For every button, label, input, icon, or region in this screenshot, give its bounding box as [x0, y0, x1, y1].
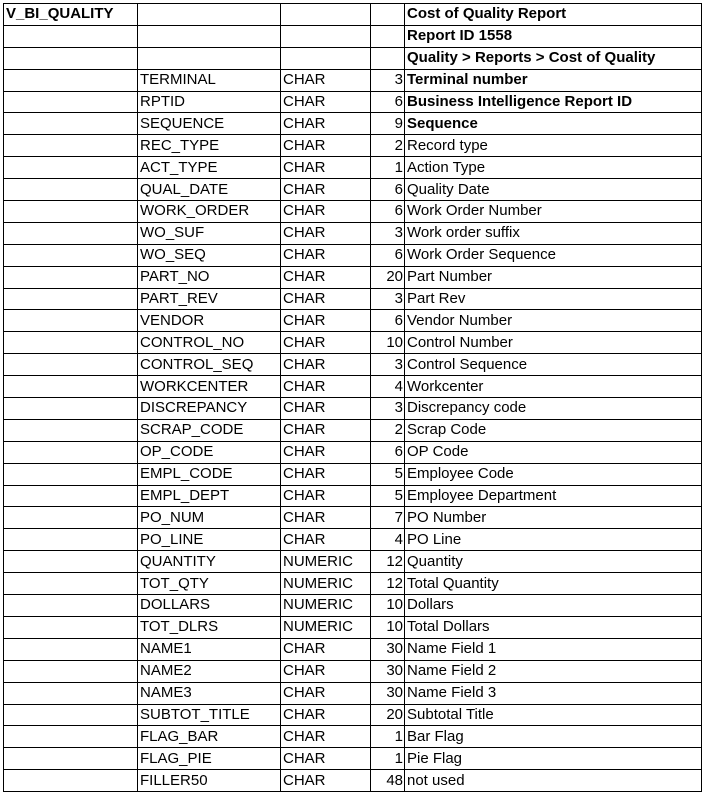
empty-cell[interactable] — [138, 4, 281, 26]
table-body — [4, 4, 702, 792]
field-length-cell[interactable]: 6 — [371, 91, 405, 113]
table-row — [4, 704, 702, 726]
field-description-cell[interactable]: not used — [405, 770, 702, 792]
field-type-cell[interactable]: CHAR — [281, 157, 371, 179]
empty-cell[interactable] — [138, 47, 281, 69]
table-row — [4, 419, 702, 441]
field-description-cell[interactable]: PO Line — [405, 529, 702, 551]
field-name-cell[interactable]: SUBTOT_TITLE — [138, 704, 281, 726]
field-name-cell[interactable]: FLAG_BAR — [138, 726, 281, 748]
field-length-cell[interactable]: 3 — [371, 398, 405, 420]
table-row — [4, 573, 702, 595]
spreadsheet-table — [3, 3, 702, 792]
field-length-cell[interactable]: 1 — [371, 726, 405, 748]
empty-cell[interactable] — [4, 682, 138, 704]
field-name-cell[interactable]: NAME1 — [138, 638, 281, 660]
field-name-cell[interactable]: DOLLARS — [138, 595, 281, 617]
empty-cell[interactable] — [4, 748, 138, 770]
table-row — [4, 616, 702, 638]
field-description-cell[interactable]: Workcenter — [405, 376, 702, 398]
field-type-cell[interactable]: CHAR — [281, 179, 371, 201]
field-description-cell[interactable]: Bar Flag — [405, 726, 702, 748]
table-row — [4, 310, 702, 332]
empty-cell[interactable] — [4, 222, 138, 244]
table-row — [4, 135, 702, 157]
table-name-cell[interactable]: V_BI_QUALITY — [4, 4, 138, 26]
field-description-cell[interactable]: Work order suffix — [405, 222, 702, 244]
field-length-cell[interactable]: 10 — [371, 595, 405, 617]
field-description-cell[interactable]: Quality Date — [405, 179, 702, 201]
empty-cell[interactable] — [4, 201, 138, 223]
field-type-cell[interactable]: CHAR — [281, 463, 371, 485]
field-name-cell[interactable]: TOT_DLRS — [138, 616, 281, 638]
table-row — [4, 441, 702, 463]
field-name-cell[interactable]: QUANTITY — [138, 551, 281, 573]
table-row — [4, 354, 702, 376]
field-type-cell[interactable]: CHAR — [281, 726, 371, 748]
table-row — [4, 288, 702, 310]
field-type-cell[interactable]: CHAR — [281, 770, 371, 792]
empty-cell[interactable] — [281, 47, 371, 69]
field-name-cell[interactable]: EMPL_CODE — [138, 463, 281, 485]
field-description-cell[interactable]: Work Order Number — [405, 201, 702, 223]
field-length-cell[interactable]: 3 — [371, 354, 405, 376]
table-row — [4, 485, 702, 507]
field-description-cell[interactable]: Total Dollars — [405, 616, 702, 638]
table-row — [4, 463, 702, 485]
field-name-cell[interactable]: FILLER50 — [138, 770, 281, 792]
field-name-cell[interactable]: RPTID — [138, 91, 281, 113]
field-length-cell[interactable]: 5 — [371, 485, 405, 507]
field-type-cell[interactable]: CHAR — [281, 441, 371, 463]
table-row — [4, 507, 702, 529]
empty-cell[interactable] — [4, 179, 138, 201]
empty-cell[interactable] — [4, 69, 138, 91]
field-length-cell[interactable]: 9 — [371, 113, 405, 135]
field-description-cell[interactable]: Pie Flag — [405, 748, 702, 770]
field-name-cell[interactable]: PART_NO — [138, 266, 281, 288]
field-length-cell[interactable]: 3 — [371, 288, 405, 310]
field-type-cell[interactable]: CHAR — [281, 398, 371, 420]
field-name-cell[interactable]: WO_SUF — [138, 222, 281, 244]
field-type-cell[interactable]: CHAR — [281, 507, 371, 529]
empty-cell[interactable] — [4, 113, 138, 135]
table-row — [4, 660, 702, 682]
empty-cell[interactable] — [281, 25, 371, 47]
field-name-cell[interactable]: PO_LINE — [138, 529, 281, 551]
field-type-cell[interactable]: CHAR — [281, 222, 371, 244]
field-length-cell[interactable]: 12 — [371, 573, 405, 595]
field-type-cell[interactable]: NUMERIC — [281, 595, 371, 617]
field-type-cell[interactable]: CHAR — [281, 660, 371, 682]
field-description-cell[interactable]: Vendor Number — [405, 310, 702, 332]
table-row — [4, 529, 702, 551]
empty-cell[interactable] — [4, 91, 138, 113]
table-row — [4, 398, 702, 420]
field-type-cell[interactable]: NUMERIC — [281, 551, 371, 573]
field-type-cell[interactable]: CHAR — [281, 201, 371, 223]
field-description-cell[interactable]: Part Number — [405, 266, 702, 288]
table-row — [4, 222, 702, 244]
table-row — [4, 595, 702, 617]
table-row — [4, 157, 702, 179]
empty-cell[interactable] — [138, 25, 281, 47]
empty-cell[interactable] — [4, 244, 138, 266]
empty-cell[interactable] — [371, 25, 405, 47]
empty-cell[interactable] — [4, 135, 138, 157]
field-name-cell[interactable]: QUAL_DATE — [138, 179, 281, 201]
table-row — [4, 266, 702, 288]
empty-cell[interactable] — [4, 441, 138, 463]
field-type-cell[interactable]: CHAR — [281, 748, 371, 770]
field-name-cell[interactable]: PART_REV — [138, 288, 281, 310]
field-name-cell[interactable]: NAME2 — [138, 660, 281, 682]
field-length-cell[interactable]: 6 — [371, 179, 405, 201]
empty-cell[interactable] — [4, 573, 138, 595]
empty-cell[interactable] — [4, 354, 138, 376]
field-type-cell[interactable]: CHAR — [281, 266, 371, 288]
field-name-cell[interactable]: SCRAP_CODE — [138, 419, 281, 441]
field-type-cell[interactable]: CHAR — [281, 704, 371, 726]
empty-cell[interactable] — [4, 332, 138, 354]
table-row — [4, 551, 702, 573]
header-row-title — [4, 4, 702, 26]
table-row — [4, 638, 702, 660]
field-name-cell[interactable]: CONTROL_SEQ — [138, 354, 281, 376]
field-description-cell[interactable]: Work Order Sequence — [405, 244, 702, 266]
header-row-path — [4, 47, 702, 69]
field-name-cell[interactable]: ACT_TYPE — [138, 157, 281, 179]
field-name-cell[interactable]: TERMINAL — [138, 69, 281, 91]
field-length-cell[interactable]: 48 — [371, 770, 405, 792]
field-name-cell[interactable]: PO_NUM — [138, 507, 281, 529]
field-description-cell[interactable]: Quantity — [405, 551, 702, 573]
field-type-cell[interactable]: CHAR — [281, 244, 371, 266]
field-length-cell[interactable]: 5 — [371, 463, 405, 485]
field-length-cell[interactable]: 4 — [371, 376, 405, 398]
empty-cell[interactable] — [281, 4, 371, 26]
empty-cell[interactable] — [4, 310, 138, 332]
field-length-cell[interactable]: 12 — [371, 551, 405, 573]
report-id-cell[interactable]: Report ID 1558 — [405, 25, 702, 47]
field-name-cell[interactable]: SEQUENCE — [138, 113, 281, 135]
field-type-cell[interactable]: CHAR — [281, 288, 371, 310]
field-description-cell[interactable]: Subtotal Title — [405, 704, 702, 726]
table-row — [4, 91, 702, 113]
field-length-cell[interactable]: 30 — [371, 660, 405, 682]
field-type-cell[interactable]: CHAR — [281, 69, 371, 91]
field-length-cell[interactable]: 6 — [371, 310, 405, 332]
field-name-cell[interactable]: WORKCENTER — [138, 376, 281, 398]
field-description-cell[interactable]: Discrepancy code — [405, 398, 702, 420]
field-description-cell[interactable]: Name Field 1 — [405, 638, 702, 660]
empty-cell[interactable] — [4, 551, 138, 573]
empty-cell[interactable] — [371, 47, 405, 69]
empty-cell[interactable] — [4, 463, 138, 485]
empty-cell[interactable] — [4, 25, 138, 47]
field-description-cell[interactable]: OP Code — [405, 441, 702, 463]
field-type-cell[interactable]: CHAR — [281, 638, 371, 660]
menu-path-cell[interactable]: Quality > Reports > Cost of Quality — [405, 47, 702, 69]
field-type-cell[interactable]: CHAR — [281, 682, 371, 704]
table-row — [4, 726, 702, 748]
field-length-cell[interactable]: 1 — [371, 157, 405, 179]
field-name-cell[interactable]: OP_CODE — [138, 441, 281, 463]
table-row — [4, 69, 702, 91]
empty-cell[interactable] — [4, 485, 138, 507]
field-description-cell[interactable]: Scrap Code — [405, 419, 702, 441]
field-description-cell[interactable]: Control Number — [405, 332, 702, 354]
field-length-cell[interactable]: 30 — [371, 638, 405, 660]
field-type-cell[interactable]: CHAR — [281, 529, 371, 551]
table-row — [4, 748, 702, 770]
table-row — [4, 332, 702, 354]
field-name-cell[interactable]: CONTROL_NO — [138, 332, 281, 354]
table-row — [4, 113, 702, 135]
report-title-cell[interactable]: Cost of Quality Report — [405, 4, 702, 26]
field-name-cell[interactable]: DISCREPANCY — [138, 398, 281, 420]
field-length-cell[interactable]: 10 — [371, 332, 405, 354]
empty-cell[interactable] — [4, 157, 138, 179]
empty-cell[interactable] — [4, 47, 138, 69]
empty-cell[interactable] — [371, 4, 405, 26]
field-type-cell[interactable]: CHAR — [281, 485, 371, 507]
empty-cell[interactable] — [4, 726, 138, 748]
empty-cell[interactable] — [4, 529, 138, 551]
field-description-cell[interactable]: Part Rev — [405, 288, 702, 310]
field-length-cell[interactable]: 6 — [371, 441, 405, 463]
field-length-cell[interactable]: 10 — [371, 616, 405, 638]
field-length-cell[interactable]: 7 — [371, 507, 405, 529]
field-description-cell[interactable]: Control Sequence — [405, 354, 702, 376]
empty-cell[interactable] — [4, 376, 138, 398]
table-row — [4, 376, 702, 398]
field-description-cell[interactable]: PO Number — [405, 507, 702, 529]
field-length-cell[interactable]: 2 — [371, 419, 405, 441]
field-length-cell[interactable]: 30 — [371, 682, 405, 704]
field-name-cell[interactable]: TOT_QTY — [138, 573, 281, 595]
field-description-cell[interactable]: Name Field 2 — [405, 660, 702, 682]
empty-cell[interactable] — [4, 419, 138, 441]
field-name-cell[interactable]: VENDOR — [138, 310, 281, 332]
field-description-cell[interactable]: Employee Department — [405, 485, 702, 507]
field-length-cell[interactable]: 3 — [371, 222, 405, 244]
field-type-cell[interactable]: CHAR — [281, 91, 371, 113]
field-type-cell[interactable]: CHAR — [281, 113, 371, 135]
field-name-cell[interactable]: REC_TYPE — [138, 135, 281, 157]
field-length-cell[interactable]: 6 — [371, 201, 405, 223]
field-description-cell[interactable]: Action Type — [405, 157, 702, 179]
field-name-cell[interactable]: FLAG_PIE — [138, 748, 281, 770]
field-description-cell[interactable]: Dollars — [405, 595, 702, 617]
table-row — [4, 244, 702, 266]
table-row — [4, 682, 702, 704]
field-type-cell[interactable]: NUMERIC — [281, 616, 371, 638]
empty-cell[interactable] — [4, 770, 138, 792]
field-description-cell[interactable]: Business Intelligence Report ID — [405, 91, 702, 113]
field-description-cell[interactable]: Total Quantity — [405, 573, 702, 595]
field-name-cell[interactable]: WO_SEQ — [138, 244, 281, 266]
field-length-cell[interactable]: 4 — [371, 529, 405, 551]
field-type-cell[interactable]: CHAR — [281, 354, 371, 376]
header-row-report-id — [4, 25, 702, 47]
field-name-cell[interactable]: NAME3 — [138, 682, 281, 704]
field-description-cell[interactable]: Name Field 3 — [405, 682, 702, 704]
empty-cell[interactable] — [4, 507, 138, 529]
field-length-cell[interactable]: 20 — [371, 266, 405, 288]
empty-cell[interactable] — [4, 595, 138, 617]
field-type-cell[interactable]: CHAR — [281, 135, 371, 157]
field-type-cell[interactable]: NUMERIC — [281, 573, 371, 595]
table-row — [4, 179, 702, 201]
field-type-cell[interactable]: CHAR — [281, 310, 371, 332]
field-description-cell[interactable]: Terminal number — [405, 69, 702, 91]
field-length-cell[interactable]: 6 — [371, 244, 405, 266]
field-length-cell[interactable]: 20 — [371, 704, 405, 726]
table-row — [4, 201, 702, 223]
field-description-cell[interactable]: Sequence — [405, 113, 702, 135]
field-type-cell[interactable]: CHAR — [281, 332, 371, 354]
field-length-cell[interactable]: 2 — [371, 135, 405, 157]
field-description-cell[interactable]: Employee Code — [405, 463, 702, 485]
field-length-cell[interactable]: 3 — [371, 69, 405, 91]
empty-cell[interactable] — [4, 660, 138, 682]
field-length-cell[interactable]: 1 — [371, 748, 405, 770]
table-row — [4, 770, 702, 792]
empty-cell[interactable] — [4, 398, 138, 420]
empty-cell[interactable] — [4, 288, 138, 310]
field-description-cell[interactable]: Record type — [405, 135, 702, 157]
empty-cell[interactable] — [4, 616, 138, 638]
empty-cell[interactable] — [4, 704, 138, 726]
empty-cell[interactable] — [4, 266, 138, 288]
field-type-cell[interactable]: CHAR — [281, 419, 371, 441]
field-type-cell[interactable]: CHAR — [281, 376, 371, 398]
field-name-cell[interactable]: WORK_ORDER — [138, 201, 281, 223]
field-name-cell[interactable]: EMPL_DEPT — [138, 485, 281, 507]
empty-cell[interactable] — [4, 638, 138, 660]
